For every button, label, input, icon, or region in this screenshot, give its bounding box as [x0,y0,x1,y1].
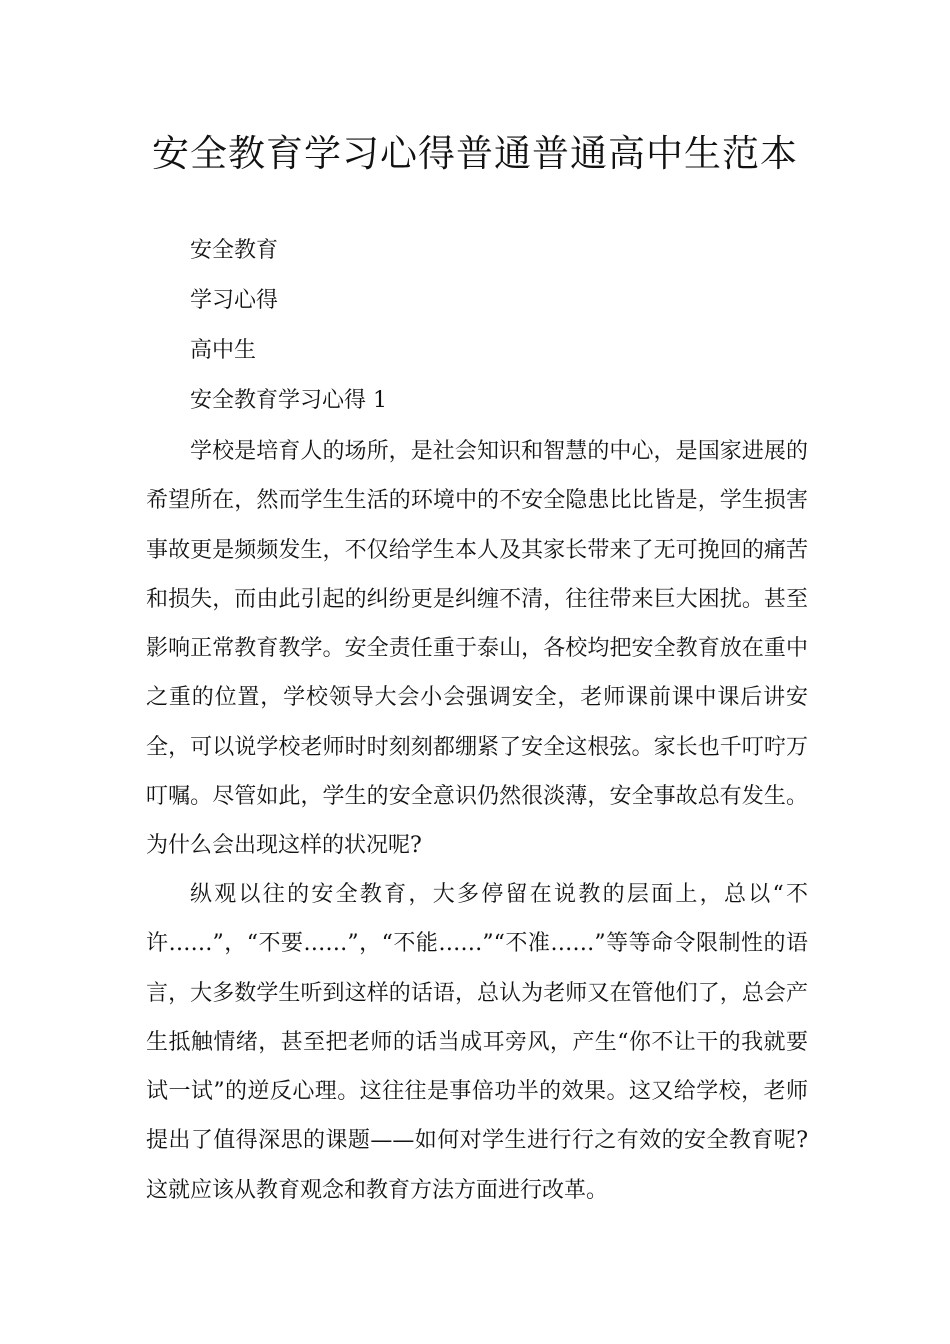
body-paragraph-1: 学校是培育人的场所，是社会知识和智慧的中心，是国家进展的希望所在，然而学生生活的环境中的不安全隐患比比皆是，学生损害事故更是频频发生，不仅给学生本人及其家长带来了无可挽回的痛苦和损失，而由此引起的纠纷更是纠缠不清，往往带来巨大困扰。甚至影响正常教育教学。安全责任重于泰山，各校均把安全教育放在重中之重的位置，学校领导大会小会强调安全，老师课前课中课后讲安全，可以说学校老师时时刻刻都绷紧了安全这根弦。家长也千叮咛万叮嘱。尽管如此，学生的安全意识仍然很淡薄，安全事故总有发生。为什么会出现这样的状况呢? [146,439,808,859]
section-heading: 安全教育学习心得 1 [190,388,387,413]
keyword-study-notes: 学习心得 [190,288,279,313]
document-title: 安全教育学习心得普通普通高中生范本 [152,132,798,175]
keyword-high-school-student: 高中生 [190,338,257,363]
keyword-safety-education: 安全教育 [190,238,279,263]
body-paragraph-2: 纵观以往的安全教育，大多停留在说教的层面上，总以“不许……”，“不要……”，“不能……”“不准……”等等命令限制性的语言，大多数学生听到这样的话语，总认为老师又在管他们了，总会产生抵触情绪，甚至把老师的话当成耳旁风，产生“你不让干的我就要试一试”的逆反心理。这往往是事倍功半的效果。这又给学校，老师提出了值得深思的课题——如何对学生进行行之有效的安全教育呢?这就应该从教育观念和教育方法方面进行改革。 [146,882,808,1203]
